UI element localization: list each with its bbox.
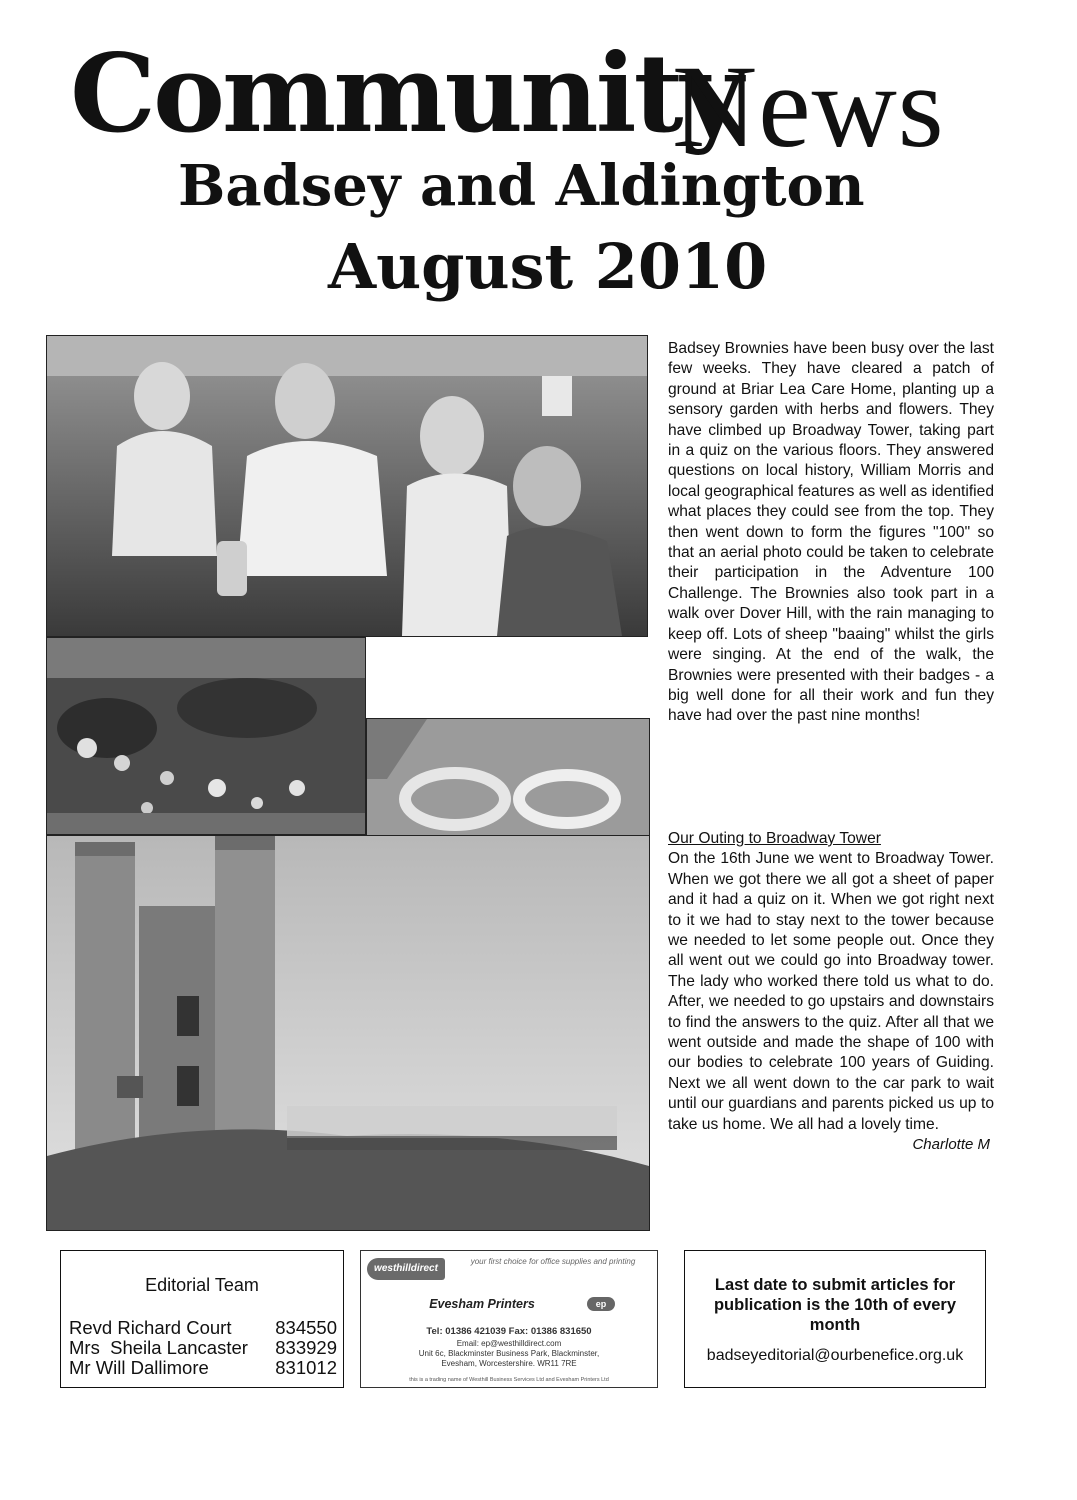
editorial-member-name: Mrs Sheila Lancaster [69, 1337, 248, 1358]
editorial-member-row [69, 1317, 337, 1339]
masthead-title-community: Community [70, 31, 741, 157]
masthead-title-news: News [672, 41, 945, 172]
editorial-team-box [60, 1250, 344, 1388]
article-outing-byline: Charlotte M [912, 1136, 990, 1154]
article-outing-body: On the 16th June we went to Broadway Tower. When we got there we all got a sheet of paper and it had a quiz on it. When we got right next to it we had to stay next to the tower because we needed to let some people out. Once they all went out we could go into Broadway tower. The lady who worked there told us what to do. After, we needed to go upstairs and downstairs to find the answers to the quiz. After all that we went outside and made the shape of 100 with our bodies to celebrate 100 years of Guiding. Next we all went down to the car park to wait until our guardians and parents picked us up to take us home. We all had a lovely time. [668, 850, 994, 1133]
article-outing [668, 829, 994, 1156]
editorial-member-name: Revd Richard Court [69, 1317, 232, 1338]
editorial-member-phone: 831012 [275, 1357, 337, 1378]
editorial-team-title: Editorial Team [145, 1275, 259, 1295]
advert-phone: Tel: 01386 421039 Fax: 01386 831650 [426, 1326, 592, 1337]
broadway-tower-photo [46, 835, 650, 1231]
masthead-subtitle: Badsey and Aldington [178, 153, 865, 219]
article-brownies [668, 339, 994, 727]
advert-address-2: Evesham, Worcestershire. WR11 7RE [441, 1359, 577, 1368]
deadline-box [684, 1250, 986, 1388]
advert-footer: this is a trading name of Westhill Business Services Ltd and Evesham Printers Ltd [409, 1377, 609, 1383]
advert-email: Email: ep@westhilldirect.com [456, 1339, 562, 1348]
advert-tagline: your first choice for office supplies and printing [470, 1257, 636, 1266]
masthead [0, 0, 1077, 330]
editorial-member-row [69, 1337, 337, 1359]
ep-logo: ep [587, 1297, 615, 1311]
editorial-member-row [69, 1357, 337, 1379]
brownies-gardening-photo [46, 335, 648, 637]
editorial-member-name: Mr Will Dallimore [69, 1357, 209, 1378]
article-brownies-body: Badsey Brownies have been busy over the last few weeks. They have cleared a patch of ground at Briar Lea Care Home, planting up a sensory garden with herbs and flowers. They have climbed up Broadway Tower, taking part in a quiz on the various floors. They answered questions on local history, William Morris and local geographical features as well as identified what places they could see from the top. They then went down to form the figures "100" so that an aerial photo could be taken to celebrate their participation in the Adventure 100 Challenge. The Brownies also took part in a walk over Dover Hill, with the rain managing to keep off. Lots of sheep "baaing" whilst the girls were singing. At the end of the walk, the Brownies were presented with their badges - a big well done for all their work and fun they have had over the past nine months! [668, 340, 994, 725]
editorial-member-phone: 833929 [275, 1337, 337, 1358]
editorial-member-phone: 834550 [275, 1317, 337, 1338]
westhill-logo: westhilldirect [367, 1258, 445, 1280]
article-outing-heading: Our Outing to Broadway Tower [668, 830, 881, 847]
editorial-email[interactable]: badseyeditorial@ourbenefice.org.uk [706, 1347, 964, 1364]
issue-date: August 2010 [328, 230, 768, 303]
flower-bed-photo [46, 637, 366, 835]
advert-business-name: Evesham Printers [429, 1297, 535, 1311]
deadline-text: Last date to submit articles for publication is the 10th of every month [713, 1276, 957, 1334]
advert-address-1: Unit 6c, Blackminster Business Park, Blackminster, [418, 1349, 600, 1358]
evesham-printers-advert [360, 1250, 658, 1388]
